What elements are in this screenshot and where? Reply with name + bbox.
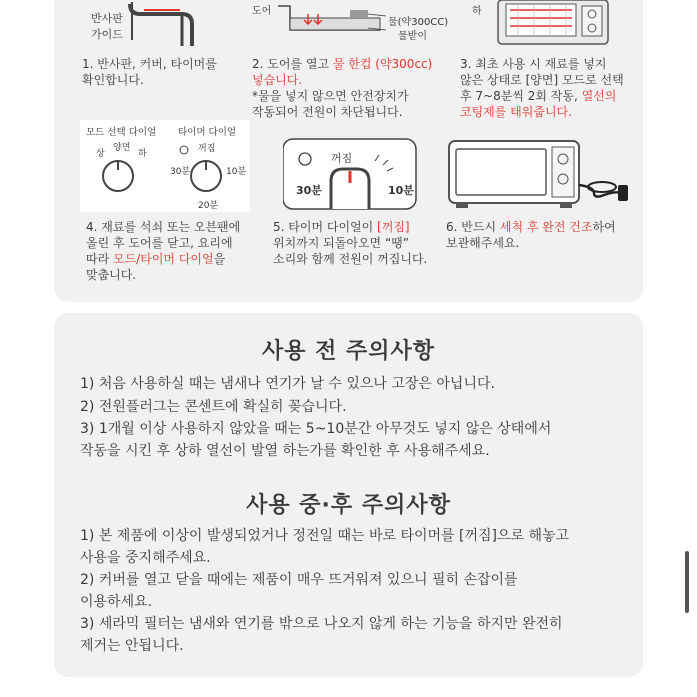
step-line: [460, 104, 624, 120]
step-line-text: 보관해주세요.: [446, 236, 520, 250]
step-line: [460, 88, 624, 104]
highlight-text: 모드/타이머 다이얼: [113, 252, 214, 266]
step-line-text: 6. 반드시: [446, 220, 500, 234]
step-line-text: 확인합니다.: [82, 73, 144, 87]
mode-left-label: 상: [96, 149, 105, 159]
step-line: [252, 56, 432, 72]
step-line: [82, 56, 217, 72]
step-line: [252, 88, 432, 104]
tray-label: 물받이: [398, 31, 427, 42]
step-line-text: 올린 후 도어를 닫고, 요리에: [86, 236, 233, 250]
water-label: 물(약300CC): [388, 17, 449, 28]
highlight-text: 넣습니다.: [252, 73, 303, 87]
mode-top-label: 양면: [113, 143, 131, 153]
timer-off-label: 꺼짐: [198, 144, 216, 154]
during-after-title: 사용 중·후 주의사항: [246, 493, 451, 518]
step-3-text: [460, 56, 624, 120]
step-line-text: 위치까지 되돌아오면 “땡”: [273, 236, 409, 250]
step-2-text: [252, 56, 432, 120]
during-after-line-4: 이용하세요.: [80, 594, 153, 610]
before-use-line-4: 작동을 시킨 후 상하 열선이 발열 하는가를 확인한 후 사용해주세요.: [80, 443, 490, 459]
step-line: [446, 219, 616, 235]
timer-20-label: 20분: [198, 201, 219, 211]
step-line-text: 5. 타이머 다이얼이: [273, 220, 378, 234]
step-line-text: 3. 최초 사용 시 재료를 넣지: [460, 57, 607, 71]
step-line: [86, 235, 240, 251]
highlight-text: [꺼짐]: [377, 220, 410, 234]
step-line-text: 1. 반사판, 커버, 타이머를: [82, 57, 217, 71]
oven-storage-illustration: [444, 135, 634, 210]
mode-dial-title: 모드 선택 다이얼: [86, 127, 157, 138]
highlight-text: 물 한컵 (약300cc): [332, 57, 433, 71]
during-after-line-2: 사용을 중지해주세요.: [80, 550, 211, 566]
timer-30-label: 30분: [170, 167, 191, 177]
during-after-line-6: 제거는 안됩니다.: [80, 638, 184, 654]
timer-dial-title: 타이머 다이얼: [178, 127, 237, 138]
page-scrollbar[interactable]: [685, 551, 689, 613]
step-line: [273, 251, 427, 267]
step-line: [86, 219, 240, 235]
timer-dial-closeup: [283, 135, 418, 210]
before-use-line-1: 1) 처음 사용하실 때는 냄새나 연기가 날 수 있으나 고장은 아닙니다.: [80, 376, 495, 392]
oven-heating-illustration: [488, 0, 618, 46]
step-line-text: 2. 도어를 열고: [252, 57, 333, 71]
before-use-line-2: 2) 전원플러그는 콘센트에 확실히 꽂습니다.: [80, 399, 347, 415]
closeup-off-label: 꺼짐: [331, 152, 353, 165]
step-line-text: 작동되어 전원이 차단됩니다.: [252, 105, 403, 119]
step-6-text: [446, 219, 616, 251]
highlight-text: 코팅제를 태워줍니다.: [460, 105, 572, 119]
step-line: [252, 72, 432, 88]
mode-right-label: 하: [138, 149, 147, 159]
step-line-text: 을: [213, 252, 226, 266]
step-line-text: 따라: [86, 252, 113, 266]
before-use-title: 사용 전 주의사항: [261, 339, 436, 364]
step-line: [86, 267, 240, 283]
step-line: [460, 72, 624, 88]
step-4-text: [86, 219, 240, 283]
oven-bottom-label: 하: [472, 6, 482, 17]
step-line: [86, 251, 240, 267]
step-line: [460, 56, 624, 72]
closeup-30-label: 30분: [296, 184, 322, 197]
step-line: [273, 219, 427, 235]
step-line: [82, 72, 217, 88]
step-line-text: 하여: [592, 220, 616, 234]
closeup-10-label: 10분: [388, 184, 414, 197]
highlight-text: 열선의: [581, 89, 617, 103]
step-line-text: 후 7~8분씩 2회 작동,: [460, 89, 582, 103]
step-5-text: [273, 219, 427, 267]
guide-label: 가이드: [91, 28, 123, 41]
step-line: [273, 235, 427, 251]
step-line-text: 소리와 함께 전원이 꺼집니다.: [273, 252, 428, 266]
step-line-text: 4. 재료를 석쇠 또는 오븐팬에: [86, 220, 241, 234]
during-after-line-1: 1) 본 제품에 이상이 발생되었거나 정전일 때는 바로 타이머를 [꺼짐]으로 해놓고: [80, 528, 570, 544]
step-line-text: 않은 상태로 [양면] 모드로 선택: [460, 73, 624, 87]
during-after-line-3: 2) 커버를 열고 닫을 때에는 제품이 매우 뜨거워져 있으니 필히 손잡이를: [80, 572, 518, 588]
step-line: [446, 235, 616, 251]
highlight-text: 세척 후 완전 건조: [499, 220, 593, 234]
step-line-text: *물을 넣지 않으면 안전장치가: [252, 89, 409, 103]
step-1-text: [82, 56, 217, 88]
step-line: [252, 104, 432, 120]
step-line-text: 맞춥니다.: [86, 268, 137, 282]
timer-10-label: 10분: [226, 167, 247, 177]
before-use-line-3: 3) 1개월 이상 사용하지 않았을 때는 5~10분간 아무것도 넣지 않은 상태에서: [80, 421, 552, 437]
during-after-line-5: 3) 세라믹 필터는 냄새와 연기를 밖으로 나오지 않게 하는 기능을 하지만 완전히: [80, 616, 563, 632]
door-label: 도어: [252, 6, 272, 17]
reflector-label: 반사판: [91, 12, 123, 25]
